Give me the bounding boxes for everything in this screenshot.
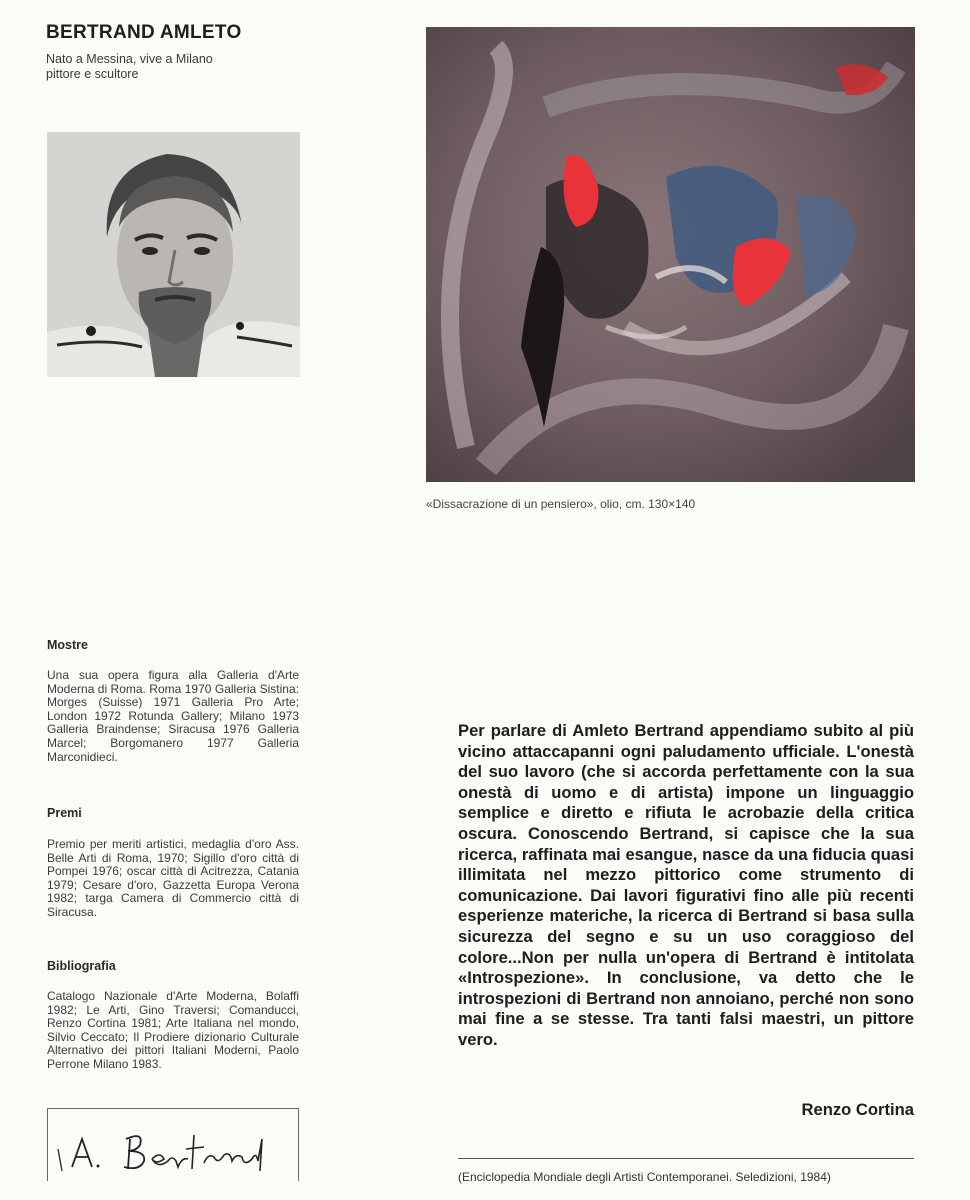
bibliografia-text: Catalogo Nazionale d'Arte Moderna, Bolaffi 1982; Le Arti, Gino Traversi; Comanducci, Renzo Cortina 1981; Arte Italiana nel mondo, Silvio Ceccato; Il Prodiere dizionario Culturale Alternativo dei pittori Italiani Moderni, Paolo Perrone Milano 1983.	[47, 989, 299, 1071]
bibliografia-heading: Bibliografia	[47, 959, 116, 973]
source-citation: (Enciclopedia Mondiale degli Artisti Contemporanei. Seledizioni, 1984)	[458, 1170, 831, 1184]
premi-heading: Premi	[47, 806, 82, 820]
portrait-image	[47, 132, 300, 377]
signature-box	[47, 1108, 299, 1181]
artist-portrait-photo	[47, 132, 300, 377]
artwork-caption: «Dissacrazione di un pensiero», olio, cm. 130×140	[426, 497, 696, 511]
premi-text: Premio per meriti artistici, medaglia d'oro Ass. Belle Arti di Roma, 1970; Sigillo d'oro città di Pompei 1976; oscar città di Acitrezza, Catania 1979; Cesare d'oro, Gazzetta Europa Verona 1982; targa Camera di Commercio città di Siracusa.	[47, 837, 299, 919]
artist-profession: pittore e scultore	[46, 67, 139, 81]
mostre-heading: Mostre	[47, 638, 88, 652]
critic-review-text: Per parlare di Amleto Bertrand appendiamo subito al più vicino attaccapanni ogni paludamento ufficiale. L'onestà del suo lavoro (che si accorda perfettamente con la sua onestà di uomo e di artista) impone un linguaggio semplice e diretto e rifiuta le acrobazie della critica oscura. Conoscendo Bertrand, si capisce che la sua ricerca, raffinata mai esangue, nasce da una fiducia quasi illimitata nel mezzo pittorico come strumento di comunicazione. Dai lavori figurativi fino alle più recenti esperienze materiche, la ricerca di Bertrand si basa sulla sicurezza del segno e su un uso coraggioso del colore...Non per nulla un'opera di Bertrand è intitolata «Introspezione». In conclusione, va detto che le introspezioni di Bertrand non annoiano, perché non sono mai fine a se stesse. Tra tanti falsi maestri, un pittore vero.	[458, 721, 914, 1049]
source-divider	[458, 1158, 914, 1159]
painting-image	[426, 27, 915, 482]
review-author: Renzo Cortina	[801, 1100, 914, 1119]
artist-birthplace: Nato a Messina, vive a Milano	[46, 52, 213, 66]
artwork-painting	[426, 27, 915, 482]
artist-name: BERTRAND AMLETO	[46, 22, 242, 43]
handwritten-signature	[48, 1109, 298, 1181]
mostre-text: Una sua opera figura alla Galleria d'Arte Moderna di Roma. Roma 1970 Galleria Sistina: Morges (Suisse) 1971 Galleria Pro Arte; London 1972 Rotunda Gallery; Milano 1973 Galleria Braindense; Siracusa 1976 Galleria Marcel; Borgomanero 1977 Galleria Marconidieci.	[47, 668, 299, 764]
